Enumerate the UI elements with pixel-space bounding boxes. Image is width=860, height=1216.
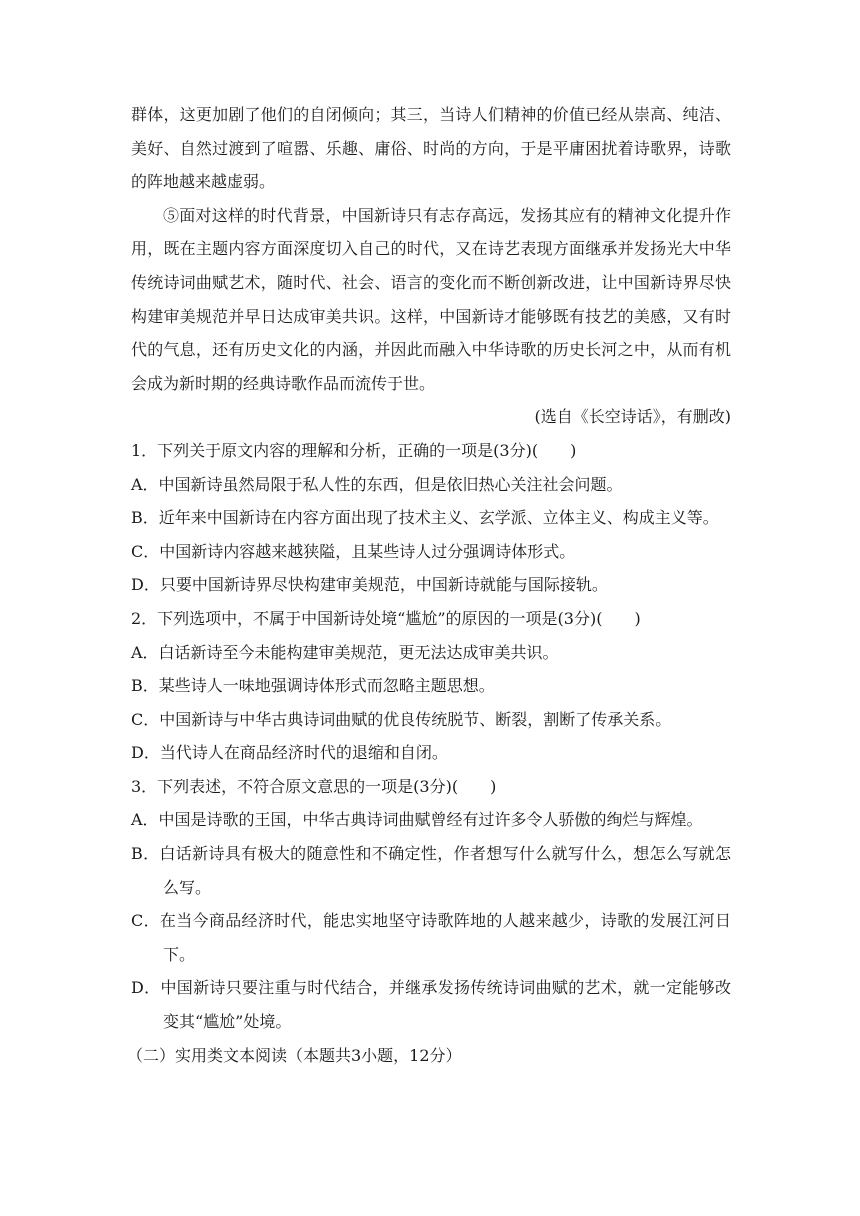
option-c: C．中国新诗内容越来越狭隘，且某些诗人过分强调诗体形式。 xyxy=(131,541,576,561)
question-stem: 3．下列表述，不符合原文意思的一项是(3分)( ) xyxy=(131,776,497,796)
document-page xyxy=(127,98,731,1072)
option-b: B．白话新诗具有极大的随意性和不确定性，作者想写什么就写什么，想怎么写就怎么写。 xyxy=(131,844,731,897)
passage-paragraph-5: ⑤面对这样的时代背景，中国新诗只有志存高远，发扬其应有的精神文化提升作用，既在主题内容方面深度切入自己的时代，又在诗艺表现方面继承并发扬光大中华传统诗词曲赋艺术，随时代、社会、语言的变化而不断创新改进，让中国新诗界尽快构建审美规范并早日达成审美共识。这样，中国新诗才能够既有技艺的美感，又有时代的气息，还有历史文化的内涵，并因此而融入中华诗歌的历史长河之中，从而有机会成为新时期的经典诗歌作品而流传于世。 xyxy=(131,205,731,393)
option-a: A．中国是诗歌的王国，中华古典诗词曲赋曾经有过许多令人骄傲的绚烂与辉煌。 xyxy=(131,810,703,830)
option-d: D．中国新诗只要注重与时代结合，并继承发扬传统诗词曲赋的艺术，就一定能够改变其“尴尬”处境。 xyxy=(131,978,731,1032)
section-heading: （二）实用类文本阅读（本题共3小题，12分） xyxy=(127,1045,462,1065)
question-2 xyxy=(131,602,731,770)
option-b: B．近年来中国新诗在内容方面出现了技术主义、玄学派、立体主义、构成主义等。 xyxy=(131,508,719,528)
option-b: B．某些诗人一味地强调诗体形式而忽略主题思想。 xyxy=(131,676,495,696)
option-c: C．在当今商品经济时代，能忠实地坚守诗歌阵地的人越来越少，诗歌的发展江河日下。 xyxy=(131,911,731,964)
option-d: D．只要中国新诗界尽快构建审美规范，中国新诗就能与国际接轨。 xyxy=(131,575,608,595)
passage-paragraph-continued: 群体，这更加剧了他们的自闭倾向；其三，当诗人们精神的价值已经从崇高、纯洁、美好、自然过渡到了喧嚣、乐趣、庸俗、时尚的方向，于是平庸困扰着诗歌界，诗歌的阵地越来越虚弱。 xyxy=(131,105,731,192)
option-d: D．当代诗人在商品经济时代的退缩和自闭。 xyxy=(131,743,448,763)
passage-source: (选自《长空诗话》，有删改) xyxy=(534,407,731,427)
option-a: A．中国新诗虽然局限于私人性的东西，但是依旧热心关注社会问题。 xyxy=(131,474,623,494)
question-stem: 2．下列选项中，不属于中国新诗处境“尴尬”的原因的一项是(3分)( ) xyxy=(131,608,641,628)
option-a: A．白话新诗至今未能构建审美规范，更无法达成审美共识。 xyxy=(131,642,559,662)
option-c: C．中国新诗与中华古典诗词曲赋的优良传统脱节、断裂，割断了传承关系。 xyxy=(131,709,672,729)
question-stem: 1．下列关于原文内容的理解和分析，正确的一项是(3分)( ) xyxy=(131,440,577,460)
question-3 xyxy=(131,770,731,1039)
question-1 xyxy=(131,434,731,602)
